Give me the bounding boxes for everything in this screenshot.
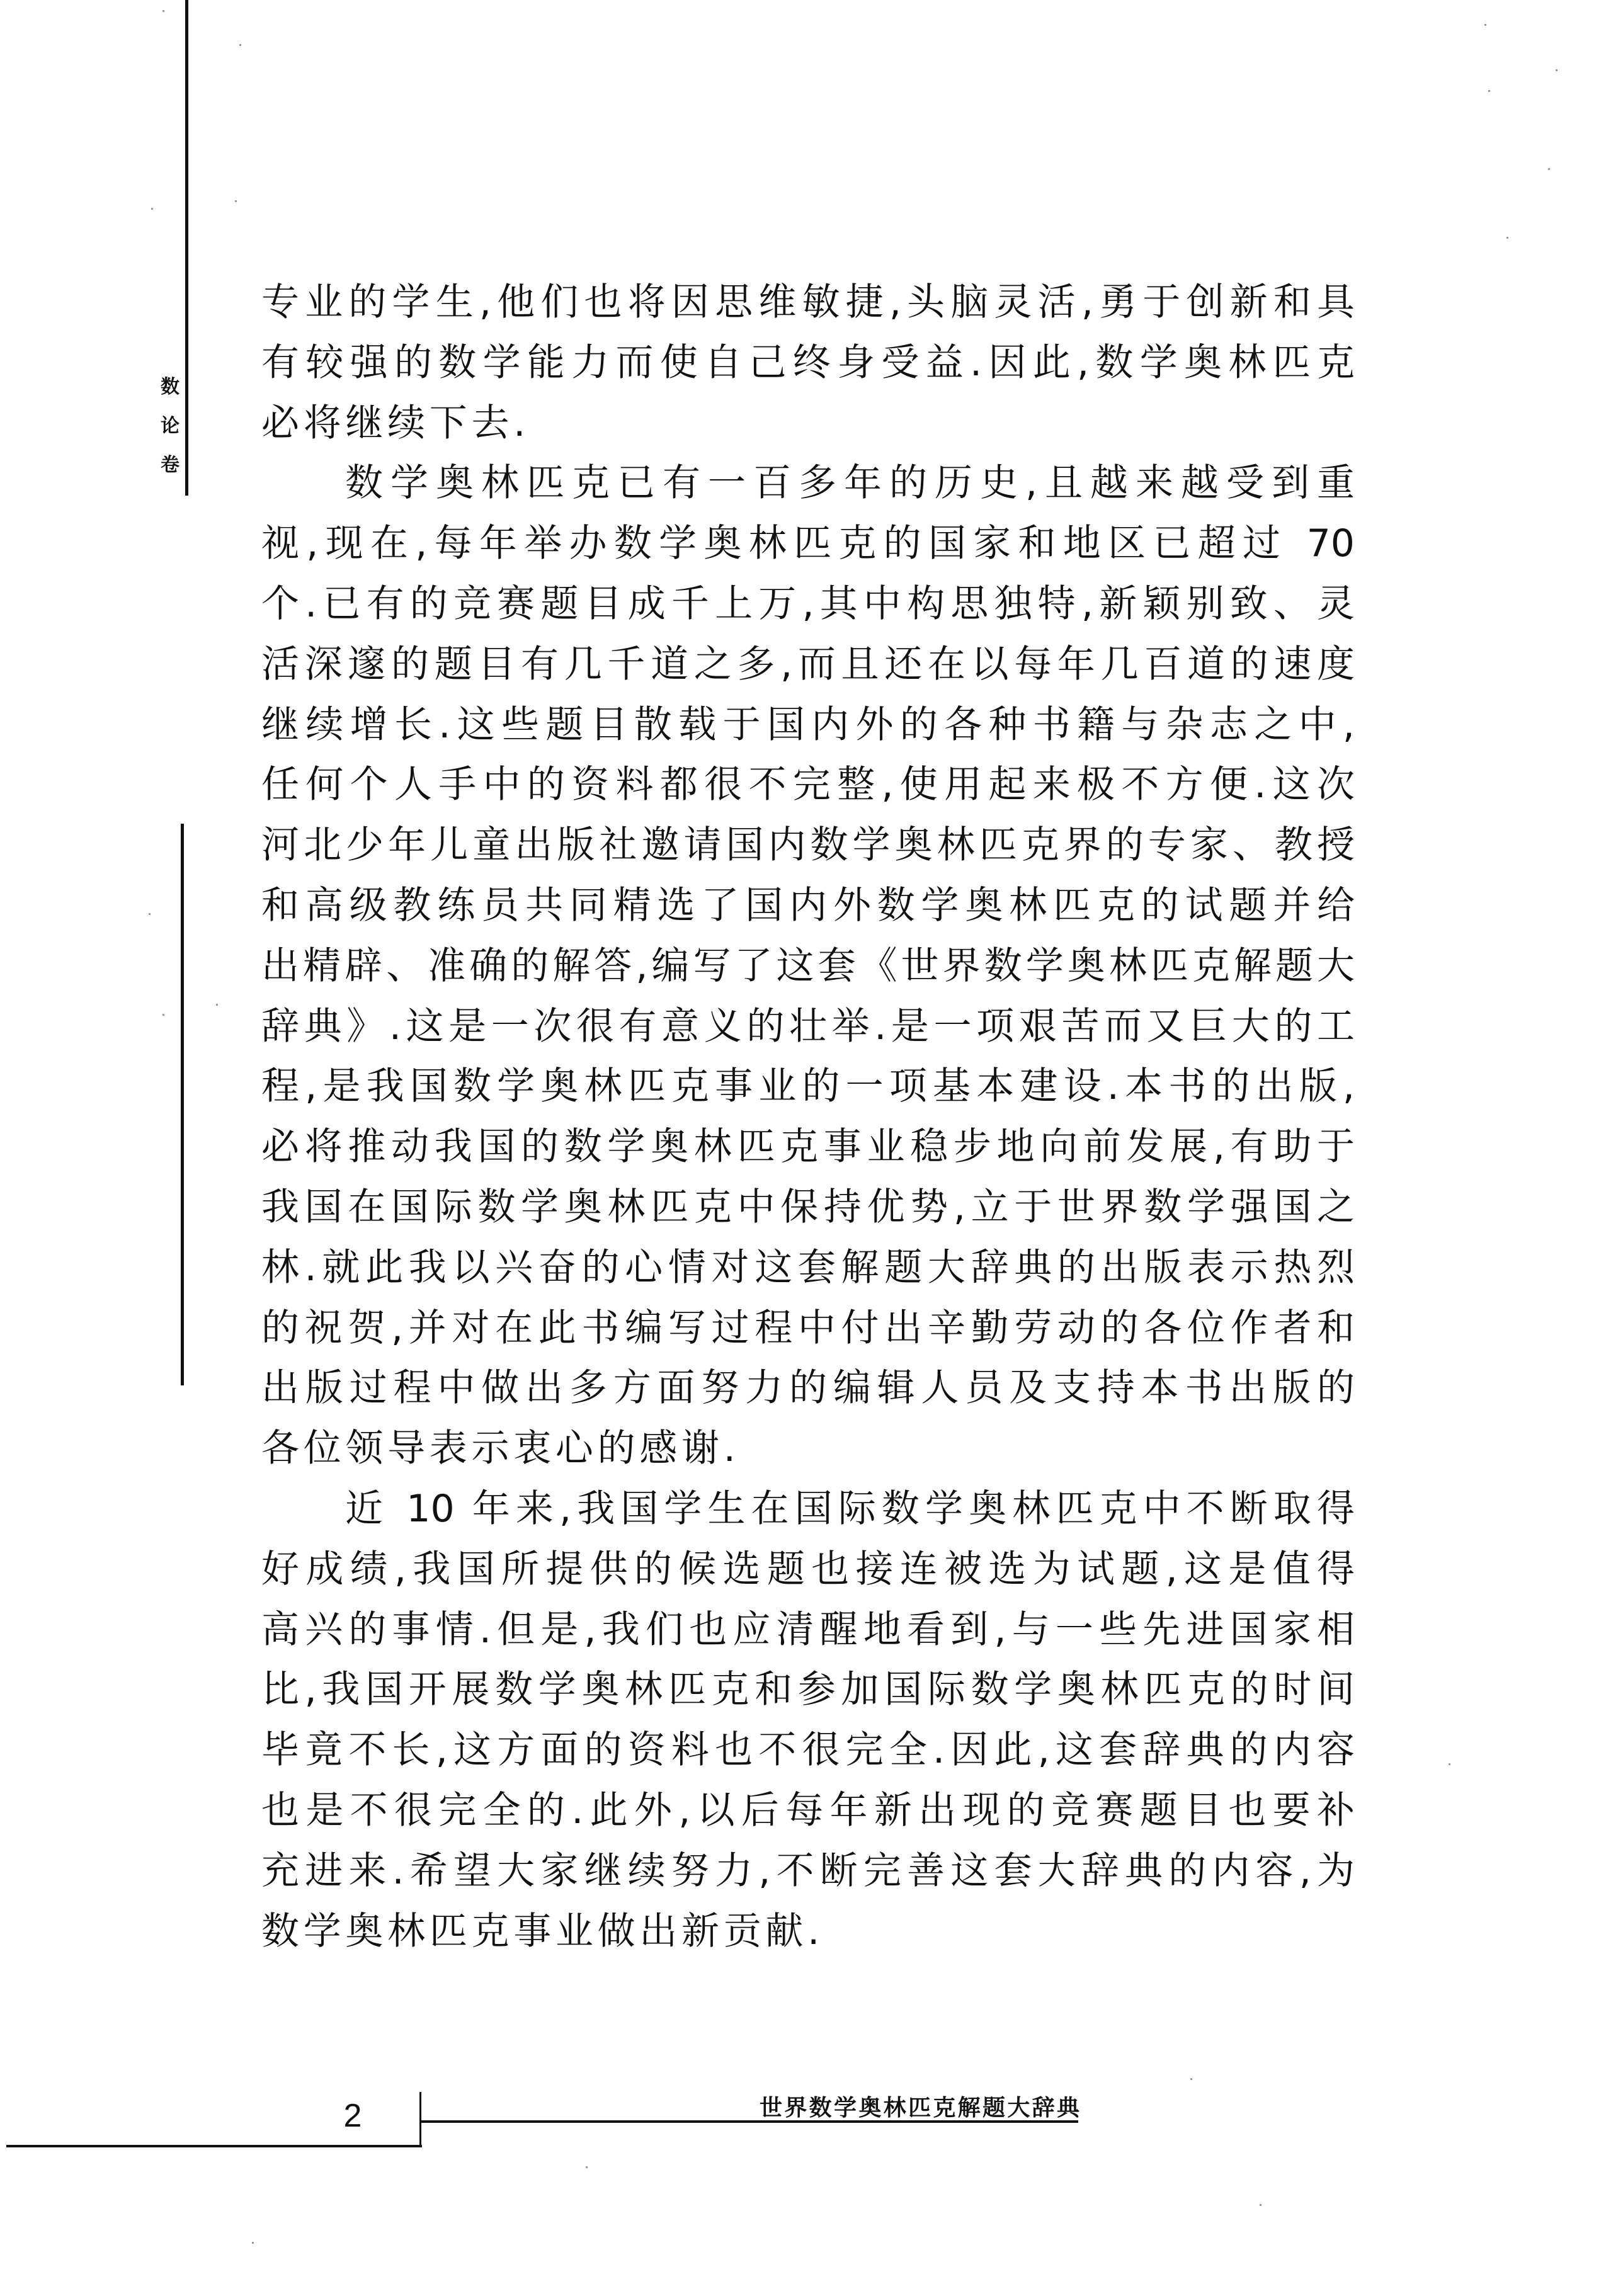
scan-speck: [151, 208, 153, 210]
text-line: 的祝贺,并对在此书编写过程中付出辛勤劳动的各位作者和: [261, 1305, 1355, 1350]
text-line: 有较强的数学能力而使自己终身受益.因此,数学奥林匹克: [261, 340, 1355, 385]
text-line: 林.就此我以兴奋的心情对这套解题大辞典的出版表示热烈: [261, 1245, 1355, 1290]
scan-speck: [235, 200, 237, 202]
volume-label-char: 数: [161, 376, 179, 398]
text-line: 视,现在,每年举办数学奥林匹克的国家和地区已超过 70: [261, 521, 1355, 566]
scan-speck: [1548, 168, 1550, 170]
text-line: 河北少年儿童出版社邀请国内数学奥林匹克界的专家、教授: [261, 823, 1355, 868]
text-line: 近 10 年来,我国学生在国际数学奥林匹克中不断取得: [345, 1486, 1355, 1531]
footer-rule-step: [419, 2092, 421, 2147]
text-line: 也是不很完全的.此外,以后每年新出现的竞赛题目也要补: [261, 1788, 1355, 1833]
text-line: 毕竟不长,这方面的资料也不很完全.因此,这套辞典的内容: [261, 1728, 1355, 1773]
scan-speck: [1556, 69, 1558, 71]
scan-speck: [1484, 24, 1486, 26]
scan-speck: [252, 2242, 254, 2244]
page-number: 2: [343, 2098, 362, 2134]
text-line: 必将推动我国的数学奥林匹克事业稳步地向前发展,有助于: [261, 1125, 1355, 1169]
scan-speck: [1506, 237, 1508, 239]
scan-speck: [162, 1014, 164, 1016]
text-line: 继续增长.这些题目散载于国内外的各种书籍与杂志之中,: [261, 702, 1355, 747]
text-line: 充进来.希望大家继续努力,不断完善这套大辞典的内容,为: [261, 1848, 1355, 1893]
text-line: 数学奥林匹克已有一百多年的历史,且越来越受到重: [345, 461, 1355, 506]
scan-speck: [162, 10, 164, 12]
text-line: 数学奥林匹克事业做出新贡献.: [261, 1909, 824, 1953]
text-line: 活深邃的题目有几千道之多,而且还在以每年几百道的速度: [261, 642, 1355, 686]
volume-label-char: 卷: [161, 454, 179, 476]
text-line: 好成绩,我国所提供的候选题也接连被选为试题,这是值得: [261, 1547, 1355, 1591]
scan-speck: [1449, 1763, 1450, 1765]
text-line: 程,是我国数学奥林匹克事业的一项基本建设.本书的出版,: [261, 1064, 1355, 1109]
volume-label-char: 论: [161, 415, 179, 437]
text-line: 必将继续下去.: [261, 401, 530, 445]
scan-speck: [239, 44, 241, 46]
text-line: 专业的学生,他们也将因思维敏捷,头脑灵活,勇于创新和具: [261, 280, 1355, 324]
running-title: 世界数学奥林匹克解题大辞典: [760, 2095, 1079, 2121]
binding-rule-top: [185, 0, 188, 496]
text-line: 比,我国开展数学奥林匹克和参加国际数学奥林匹克的时间: [261, 1668, 1355, 1712]
body-text: [261, 273, 1355, 1962]
scan-speck: [586, 2166, 588, 2168]
text-line: 各位领导表示衷心的感谢.: [261, 1426, 740, 1471]
text-line: 出版过程中做出多方面努力的编辑人员及支持本书出版的: [261, 1366, 1355, 1411]
scan-speck: [1190, 2078, 1192, 2080]
text-line: 出精辟、准确的解答,编写了这套《世界数学奥林匹克解题大: [261, 943, 1355, 988]
text-line: 个.已有的竞赛题目成千上万,其中构思独特,新颖别致、灵: [261, 581, 1355, 626]
text-line: 和高级教练员共同精选了国内外数学奥林匹克的试题并给: [261, 883, 1355, 928]
text-line: 我国在国际数学奥林匹克中保持优势,立于世界数学强国之: [261, 1185, 1355, 1229]
scan-speck: [149, 913, 151, 915]
scan-speck: [1488, 90, 1490, 92]
text-line: 高兴的事情.但是,我们也应清醒地看到,与一些先进国家相: [261, 1607, 1355, 1652]
binding-rule-middle: [181, 824, 184, 1385]
text-line: 辞典》.这是一次很有意义的壮举.是一项艰苦而又巨大的工: [261, 1004, 1355, 1049]
scan-speck: [1260, 2204, 1261, 2206]
volume-label: [157, 378, 183, 495]
scan-speck: [216, 1004, 218, 1006]
footer-rule-left: [6, 2145, 422, 2147]
text-line: 任何个人手中的资料都很不完整,使用起来极不方便.这次: [261, 763, 1355, 807]
